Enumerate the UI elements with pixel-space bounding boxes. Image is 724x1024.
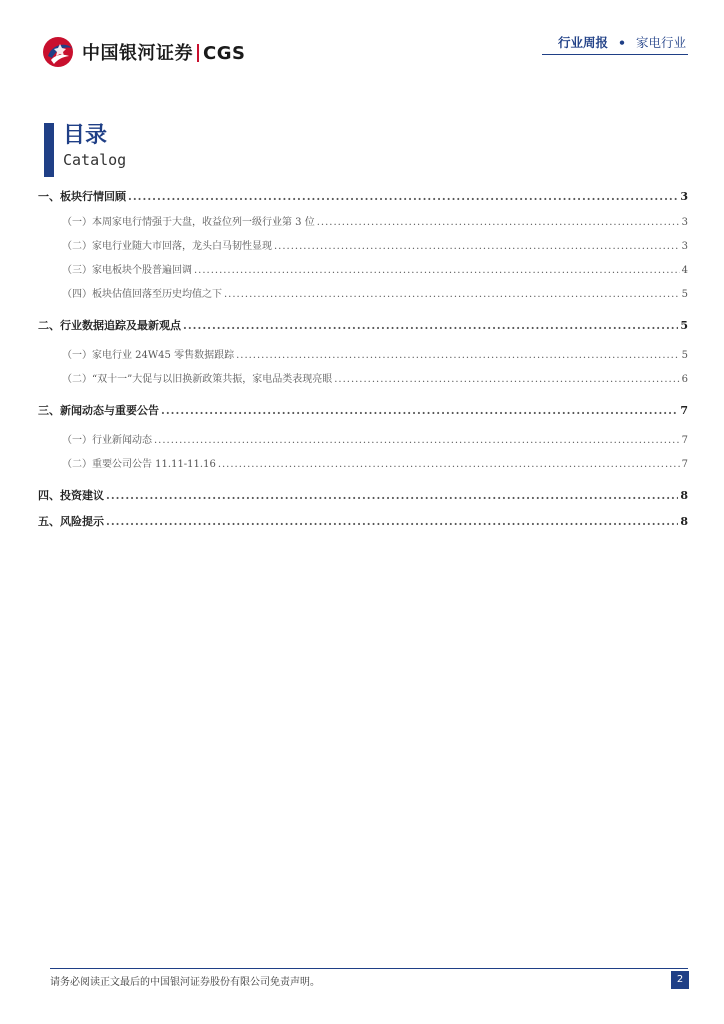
catalog-subtitle: Catalog [63, 151, 127, 169]
brand-separator [197, 44, 199, 62]
toc-number: 二、 [38, 319, 60, 332]
toc-page-number: 5 [680, 319, 688, 332]
toc-leader-dots [161, 404, 678, 418]
toc-number: （四） [62, 289, 92, 300]
toc-number: （一） [62, 350, 92, 361]
toc-page-number: 7 [680, 404, 688, 417]
toc-section[interactable] [38, 190, 688, 204]
toc-section[interactable] [38, 515, 688, 529]
toc-leader-dots [194, 264, 680, 278]
toc-leader-dots [236, 349, 680, 363]
toc-leader-dots [154, 434, 680, 448]
toc-section[interactable] [38, 489, 688, 503]
toc-subsection[interactable] [38, 240, 688, 254]
header-separator: • [617, 34, 626, 50]
brand-cn: 中国银河证券 [82, 43, 193, 64]
page-number: 2 [671, 971, 689, 989]
toc-subsection[interactable] [38, 264, 688, 278]
toc-title: 家电行业 24W45 零售数据跟踪 [92, 350, 235, 361]
toc-title: 行业新闻动态 [92, 435, 152, 446]
toc-number: （二） [62, 459, 92, 470]
toc-number: 四、 [38, 489, 60, 502]
header-rule [542, 54, 688, 55]
toc-section[interactable] [38, 319, 688, 333]
brand-en: CGS [203, 43, 246, 64]
toc-section[interactable] [38, 404, 688, 418]
toc-number: 五、 [38, 515, 60, 528]
toc-title: 家电板块个股普遍回调 [92, 265, 192, 276]
toc-title: 板块估值回落至历史均值之下 [92, 289, 222, 300]
toc-leader-dots [128, 190, 678, 204]
toc-title: “双十一”大促与以旧换新政策共振，家电品类表现亮眼 [92, 374, 333, 385]
toc-number: （一） [62, 435, 92, 446]
report-header [558, 33, 686, 51]
footer-rule [50, 968, 688, 969]
toc-page-number: 4 [681, 265, 688, 276]
toc-number: （一） [62, 217, 92, 228]
company-logo [42, 36, 245, 68]
toc-subsection[interactable] [38, 434, 688, 448]
toc-subsection[interactable] [38, 458, 688, 472]
catalog-accent-bar [44, 123, 54, 177]
toc-title: 重要公司公告 11.11-11.16 [92, 459, 216, 470]
galaxy-logo-icon [42, 36, 76, 68]
toc-page-number: 3 [681, 241, 688, 252]
toc-leader-dots [274, 240, 680, 254]
toc-leader-dots [218, 458, 680, 472]
toc-subsection[interactable] [38, 373, 688, 387]
toc-number: 一、 [38, 190, 60, 203]
toc-page-number: 5 [681, 350, 688, 361]
toc-page-number: 3 [681, 217, 688, 228]
footer-disclaimer: 请务必阅读正文最后的中国银河证券股份有限公司免责声明。 [50, 977, 320, 988]
toc-title: 家电行业随大市回落，龙头白马韧性显现 [92, 241, 272, 252]
catalog-title: 目录 [63, 123, 108, 148]
toc-leader-dots [317, 216, 680, 230]
toc-title: 投资建议 [60, 489, 104, 502]
toc-leader-dots [106, 489, 678, 503]
toc-page-number: 6 [681, 374, 688, 385]
toc-leader-dots [334, 373, 679, 387]
toc-leader-dots [106, 515, 678, 529]
toc-page-number: 8 [680, 489, 688, 502]
toc-title: 板块行情回顾 [60, 190, 126, 203]
toc-page-number: 5 [681, 289, 688, 300]
toc-number: （二） [62, 374, 92, 385]
toc-page-number: 3 [680, 190, 688, 203]
industry-name: 家电行业 [635, 35, 686, 50]
toc-subsection[interactable] [38, 216, 688, 230]
toc-page-number: 7 [681, 459, 688, 470]
toc-leader-dots [183, 319, 678, 333]
toc-title: 本周家电行情强于大盘，收益位列一级行业第 3 位 [92, 217, 315, 228]
toc-leader-dots [224, 288, 680, 302]
toc-number: （三） [62, 265, 92, 276]
toc-subsection[interactable] [38, 288, 688, 302]
toc-title: 新闻动态与重要公告 [60, 404, 159, 417]
toc-number: 三、 [38, 404, 60, 417]
toc-page-number: 8 [680, 515, 688, 528]
toc-number: （二） [62, 241, 92, 252]
toc-title: 行业数据追踪及最新观点 [60, 319, 181, 332]
brand-name [82, 39, 245, 65]
report-type: 行业周报 [557, 35, 608, 50]
toc-title: 风险提示 [60, 515, 104, 528]
toc-page-number: 7 [681, 435, 688, 446]
toc-subsection[interactable] [38, 349, 688, 363]
